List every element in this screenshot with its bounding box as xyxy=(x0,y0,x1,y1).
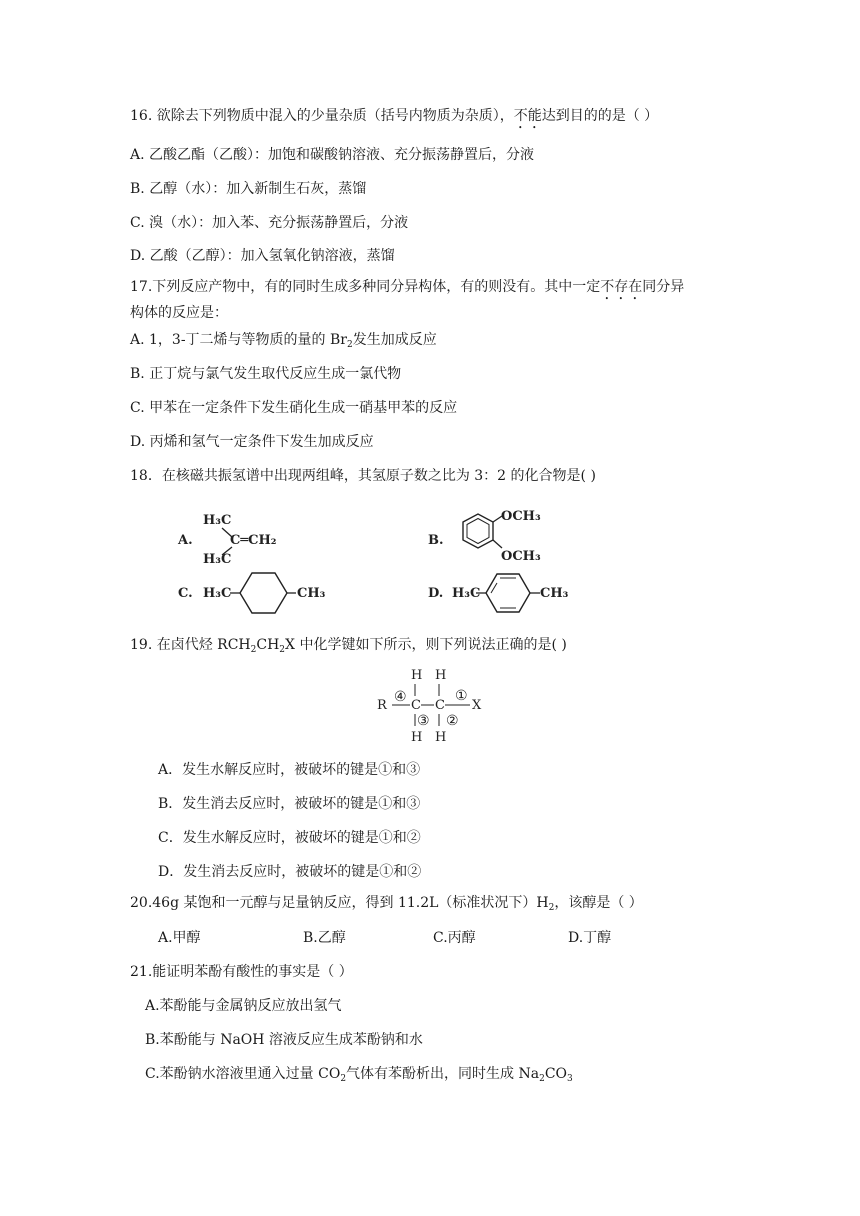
structure-c-left: H₃C xyxy=(203,586,232,601)
question-19-option-c: C．发生水解反应时，被破坏的键是①和② xyxy=(158,830,421,846)
structure-d-benzene-ring xyxy=(486,574,530,612)
question-20-option-a: A.甲醇 xyxy=(158,930,201,946)
svg-text:③: ③ xyxy=(417,713,430,729)
question-17-option-b: B. 正丁烷与氯气发生取代反应生成一氯代物 xyxy=(130,366,402,382)
question-16-option-a: A. 乙酸乙酯（乙酸）：加饱和碳酸钠溶液、充分振荡静置后，分液 xyxy=(130,147,535,163)
question-20-option-d: D.丁醇 xyxy=(568,930,612,946)
svg-text:①: ① xyxy=(455,688,468,704)
question-19-stem: 19. 在卤代烃 $RCH_2CH_2X$ 中化学键如下所示，则下列说法正确的是( ) xyxy=(130,637,567,655)
question-19-option-d: D．发生消去反应时，被破坏的键是①和② xyxy=(158,864,422,880)
structure-d-right: CH₃ xyxy=(540,586,569,601)
structure-b-och3-bottom: OCH₃ xyxy=(501,549,541,564)
question-18-stem: 18．在核磁共振氢谱中出现两组峰，其氢原子数之比为 3：2 的化合物是( ) xyxy=(130,468,596,484)
svg-text:H: H xyxy=(435,668,447,683)
question-16-option-d: D. 乙酸（乙醇）：加入氢氧化钠溶液，蒸馏 xyxy=(130,248,395,264)
structure-b-och3-top: OCH₃ xyxy=(501,509,541,524)
svg-text:X: X xyxy=(472,698,482,713)
question-19-option-b: B．发生消去反应时，被破坏的键是①和③ xyxy=(158,796,421,812)
question-17-option-d: D. 丙烯和氢气一定条件下发生加成反应 xyxy=(130,434,374,450)
structure-a-h3c-top: H₃C xyxy=(203,513,232,528)
question-21-option-b: B.苯酚能与 NaOH 溶液反应生成苯酚钠和水 xyxy=(145,1032,423,1048)
svg-text:C: C xyxy=(435,698,445,713)
structure-c-right: CH₃ xyxy=(297,586,326,601)
svg-text:C: C xyxy=(411,698,421,713)
question-16-option-b: B. 乙醇（水）：加入新制生石灰，蒸馏 xyxy=(130,181,367,197)
question-20-stem: 20.46g 某饱和一元醇与足量钠反应，得到 11.2L（标准状况下）$H_2$，该醇是（ ） xyxy=(130,895,643,913)
svg-text:④: ④ xyxy=(394,689,407,705)
structure-d-left: H₃C xyxy=(452,586,481,601)
question-20-option-b: B.乙醇 xyxy=(303,930,346,946)
structure-b-label: B. xyxy=(428,533,444,548)
question-20-option-c: C.丙醇 xyxy=(433,930,476,946)
structure-c-cyclohexane xyxy=(240,573,287,613)
structure-b-inner-ring xyxy=(467,519,489,544)
svg-text:R: R xyxy=(377,698,387,713)
svg-text:②: ② xyxy=(446,713,459,729)
structure-a-label: A. xyxy=(178,533,193,548)
structure-a-double-bond: C═CH₂ xyxy=(230,533,277,548)
question-21-option-a: A.苯酚能与金属钠反应放出氢气 xyxy=(145,998,342,1014)
structure-c-label: C. xyxy=(178,586,193,601)
svg-text:H: H xyxy=(411,668,423,683)
question-19-option-a: A．发生水解反应时，被破坏的键是①和③ xyxy=(158,762,421,778)
question-17-stem-line2: 构体的反应是： xyxy=(130,305,228,321)
question-21-option-c: C.苯酚钠水溶液里通入过量 $CO_2$气体有苯酚析出，同时生成 $Na_2CO_3$ xyxy=(145,1066,573,1084)
structure-a-h3c-bottom: H₃C xyxy=(203,552,232,567)
question-18-structures xyxy=(170,500,590,615)
question-16-option-c: C. 溴（水）：加入苯、充分振荡静置后，分液 xyxy=(130,215,409,231)
question-19-bond-diagram xyxy=(370,662,500,747)
structure-d-label: D. xyxy=(428,586,444,601)
svg-text:H: H xyxy=(411,730,423,745)
question-21-stem: 21.能证明苯酚有酸性的事实是（ ） xyxy=(130,964,353,980)
question-16-stem: 16. 欲除去下列物质中混入的少量杂质（括号内物质为杂质），不能达到目的的是（ ） xyxy=(130,108,659,124)
question-17-option-a: A. 1，3-丁二烯与等物质的量的 $Br_2$发生加成反应 xyxy=(130,332,437,350)
svg-text:H: H xyxy=(435,730,447,745)
question-17-stem-line1: 17.下列反应产物中，有的同时生成多种同分异构体，有的则没有。其中一定不存在同分异 xyxy=(130,279,685,295)
question-17-option-c: C. 甲苯在一定条件下发生硝化生成一硝基甲苯的反应 xyxy=(130,400,458,416)
